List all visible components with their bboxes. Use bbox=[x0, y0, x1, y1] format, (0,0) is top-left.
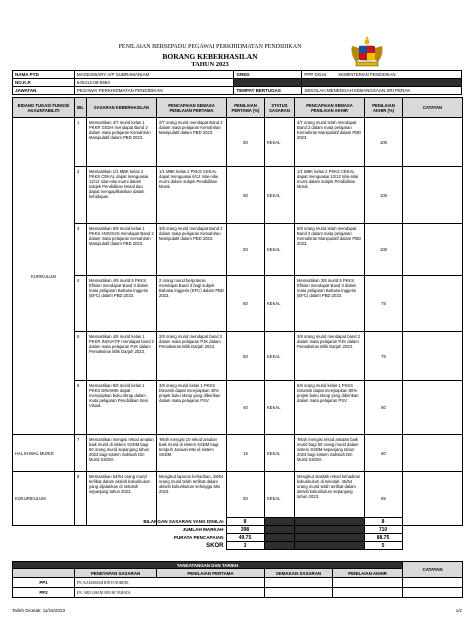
row-pencapaian-akhir: Mengikut statistik rekod kehadiran kokurikulum di sekolah, 46/54 orang murid telah terlibat dalam aktiviti kokurikulum sepanjang tahun 2023. bbox=[295, 472, 365, 526]
pp2-catatan bbox=[403, 588, 463, 598]
row-sasaran: Memastikan 54/54 orang murid terlibat dalam aktiviti kokurikulum yang dijalankan di sekolah sepanjang tahun 2023. bbox=[87, 472, 157, 526]
row-pencapaian-akhir: Memastikan 3/8 murid 5 PKKS Efisien mendapat Band 3 dalam mata pelajaran Bahasa Inggeris (EFC) dalam PBD 2023. bbox=[295, 276, 365, 332]
bilangan-akhir: 8 bbox=[364, 518, 402, 526]
pp1-catatan bbox=[403, 578, 463, 588]
row-penilaian-akhir: 80 bbox=[365, 435, 403, 472]
row-pencapaian-pertama: 2 orang murid berpotensi mendapat Band 3 bagi subjek Bahasa Inggeris (EFC) dalam PBD 2023. bbox=[157, 276, 227, 332]
table-row bbox=[13, 167, 463, 224]
col-pencapaian-akhir: PENCAPAIAN SEMASA PENILAIAN AKHIR bbox=[295, 98, 365, 118]
summary-table bbox=[12, 517, 462, 550]
nama-value: MAGESWARY A/P SUBRAMANIAM bbox=[74, 71, 234, 79]
signature-table bbox=[12, 561, 463, 598]
row-catatan bbox=[403, 332, 463, 381]
blank-cell bbox=[294, 534, 364, 542]
pp1-semakan bbox=[265, 578, 333, 588]
row-penilaian-akhir: 75 bbox=[365, 276, 403, 332]
bilangan-pertama: 8 bbox=[226, 518, 264, 526]
blank-cell bbox=[264, 534, 294, 542]
row-pencapaian-pertama: 2/8 orang murid mendapat band 2 dalam mata pelajaran PJK dalam Pentaksiran Bilik Darjah 2023. bbox=[157, 332, 227, 381]
blank-cell bbox=[402, 526, 462, 534]
pp1-name: PN. KAMARIAH BINTI NORDIN bbox=[75, 578, 265, 588]
row-catatan bbox=[403, 381, 463, 435]
row-penilaian-pertama: 40 bbox=[227, 381, 265, 435]
row-sasaran: Memastikan 4/8 murid kelas 1 PKKR INOVATIF mendapat band 2 dalam mata pelajaran PJK dalam Pentaksiran Bilik Darjah 2023. bbox=[87, 332, 157, 381]
page-number: 1/2 bbox=[455, 608, 462, 613]
row-sasaran: Memastikan 8/8 murid kelas 1 PKKS DINAMIK dapat menyiapkan buku skrap dalam mata pelajaran Pendidikan Seni Visual. bbox=[87, 381, 157, 435]
blank-cell bbox=[264, 526, 294, 534]
form-title: BORANG KEBERHASILAN bbox=[162, 52, 258, 61]
row-bil: 3 bbox=[75, 224, 87, 276]
tempat-label: TEMPAT BERTUGAS bbox=[234, 87, 302, 95]
skor-pertama: 3 bbox=[226, 542, 264, 550]
row-status: KEKAL bbox=[265, 167, 295, 224]
blank-cell bbox=[402, 542, 462, 550]
print-date: Tarikh Dicetak: 11/15/2023 bbox=[12, 608, 65, 613]
table-row bbox=[13, 435, 463, 472]
blank-cell bbox=[294, 542, 364, 550]
row-penilaian-pertama: 50 bbox=[227, 276, 265, 332]
col-penilaian-pertama: PENILAIAN PERTAMA bbox=[157, 569, 265, 578]
col-pencapaian-pertama: PENCAPAIAN SEMASA PENILAIAN PERTAMA bbox=[157, 98, 227, 118]
table-row bbox=[13, 332, 463, 381]
row-status: KEKAL bbox=[265, 332, 295, 381]
nama-label: NAMA PYD bbox=[13, 71, 75, 79]
row-catatan bbox=[403, 167, 463, 224]
row-penilaian-pertama: 15 bbox=[227, 435, 265, 472]
tempat-value: SEKOLAH MENENGAH KEBANGSAAN SRI PERAK bbox=[302, 87, 462, 95]
targets-table bbox=[12, 97, 463, 526]
row-pencapaian-pertama: 3/8 orang murid mendapat Band 2 dalam mata pelajaran Kemahiran Manipulatif dalam PBD 2023. bbox=[157, 224, 227, 276]
blank-cell bbox=[234, 79, 302, 87]
row-bil: 6 bbox=[75, 381, 87, 435]
row-penilaian-akhir: 100 bbox=[365, 167, 403, 224]
col-bidang: BIDANG TUGAS/ FUNGSI/ AKAUNTABILITI bbox=[13, 98, 75, 118]
blank-cell bbox=[264, 518, 294, 526]
row-sasaran: Memastikan 6/8 murid kelas 1 PKKS ANGGUN mendapat Band 2 dalam mata pelajaran Kemahiran Manipulatif dalam PBD 2023. bbox=[87, 224, 157, 276]
catatan-header: CATATAN bbox=[403, 562, 463, 578]
col-catatan: CATATAN bbox=[403, 98, 463, 118]
row-status: KEKAL bbox=[265, 472, 295, 526]
row-status: KEKAL bbox=[265, 224, 295, 276]
signature-title: TANDATANGAN DAN TARIKH bbox=[13, 562, 403, 569]
row-status: KEKAL bbox=[265, 118, 295, 167]
row-pencapaian-pertama: 1/1 MBK kelas 2 PKKS CEKAL dapat menguasai 6/12 nilai-nilai murni dalam subjek Pendidikan Moral. bbox=[157, 167, 227, 224]
row-pencapaian-akhir: Telah mengisi rekod amalan baik murid bagi 50 orang murid dalam sistem SSDM sepanjang tahun 2023 bagi sistem Sahsiah Diri Murid SSDM. bbox=[295, 435, 365, 472]
row-status: KEKAL bbox=[265, 435, 295, 472]
row-status: KEKAL bbox=[265, 381, 295, 435]
row-catatan bbox=[403, 118, 463, 167]
row-sasaran: Memastikan 4/7 murid kelas 1 PKKR GIGIH mendapat Band 2 dalam mata pelajaran Kemahiran Manipulatif dalam PBD 2023. bbox=[87, 118, 157, 167]
nokp-value: 840412-08-5584 bbox=[74, 79, 234, 87]
row-penilaian-akhir: 80 bbox=[365, 381, 403, 435]
row-catatan bbox=[403, 224, 463, 276]
jumlah-akhir: 710 bbox=[364, 526, 402, 534]
nokp-label: NO.K.P. bbox=[13, 79, 75, 87]
pp2-akhir bbox=[333, 588, 403, 598]
purata-akhir: 88.75 bbox=[364, 534, 402, 542]
row-pencapaian-akhir: 6/8 orang murid kelas 1 PKKS Dinamik dapat menyiapkan 80% projek buku skrap yang diberikan dalam mata pelajaran PSV. bbox=[295, 381, 365, 435]
col-penetapan-sasaran: PENETAPAN SASARAN bbox=[75, 569, 157, 578]
row-bil: 4 bbox=[75, 276, 87, 332]
row-pencapaian-pertama: 3/8 orang murid kelas 1 PKKS Dinamik dapat menyiapkan 40% projek buku skrap yang diberikan dalam mata pelajaran PSV. bbox=[157, 381, 227, 435]
blank-cell bbox=[402, 518, 462, 526]
row-bil: 1 bbox=[75, 118, 87, 167]
bilangan-label: BILANGAN SASARAN YANG DINILAI bbox=[143, 519, 224, 524]
row-catatan bbox=[403, 435, 463, 472]
group-kurikulum: KURIKULUM bbox=[13, 118, 75, 435]
pp2-semakan bbox=[265, 588, 333, 598]
col-sasaran: SASARAN KEBERHASILAN bbox=[87, 98, 157, 118]
employee-info-table bbox=[12, 70, 462, 95]
skor-akhir: 5 bbox=[364, 542, 402, 550]
row-status: KEKAL bbox=[265, 276, 295, 332]
pp1-akhir bbox=[333, 578, 403, 588]
group-kokurikulum: KOKURIKULUM bbox=[13, 472, 75, 526]
row-bil: 8 bbox=[75, 472, 87, 526]
pp2-name: EN. ABD GHANI BIN HJ TAHAYA bbox=[75, 588, 265, 598]
row-pencapaian-akhir: 3/8 orang murid mendapat band 2 dalam mata pelajaran PJK dalam Pentaksiran Bilik Darjah 2023. bbox=[295, 332, 365, 381]
pp1-label: PP1 bbox=[13, 578, 75, 588]
gred-label: GRED bbox=[234, 71, 302, 79]
blank-cell bbox=[402, 534, 462, 542]
row-pencapaian-pertama: 2/7 orang murid mendapat Band 2 dalam mata pelajaran Kemahiran Manipulatif dalam PBD 2023. bbox=[157, 118, 227, 167]
row-catatan bbox=[403, 276, 463, 332]
row-penilaian-pertama: 50 bbox=[227, 332, 265, 381]
row-penilaian-pertama: 50 bbox=[227, 472, 265, 526]
ministry-name: KEMENTERIAN PENDIDIKAN bbox=[338, 72, 396, 77]
malaysia-coat-of-arms-icon bbox=[348, 34, 386, 70]
row-bil: 2 bbox=[75, 167, 87, 224]
table-row bbox=[13, 118, 463, 167]
form-line-1: PENILAIAN BERSEPADU PEGAWAI PERKHIDMATAN PENDIDIKAN bbox=[118, 44, 302, 50]
row-pencapaian-pertama: Mengikut laporan kehadiran, 28/54 orang murid telah terlibat dalam aktiviti kokurikulum sehingga Mei 2023. bbox=[157, 472, 227, 526]
table-row bbox=[13, 381, 463, 435]
row-penilaian-akhir: 100 bbox=[365, 118, 403, 167]
skor-label: SKOR bbox=[206, 542, 224, 549]
table-row bbox=[13, 224, 463, 276]
blank-cell bbox=[294, 526, 364, 534]
row-penilaian-pertama: 50 bbox=[227, 167, 265, 224]
row-penilaian-pertama: 50 bbox=[227, 118, 265, 167]
jumlah-pertama: 398 bbox=[226, 526, 264, 534]
col-status: STATUS SASARAN bbox=[265, 98, 295, 118]
row-pencapaian-pertama: Telah mengisi 10 rekod amalan baik murid di sistem SSDM bagi tempoh Januari-Mei di sistem SSDM. bbox=[157, 435, 227, 472]
row-bil: 5 bbox=[75, 332, 87, 381]
purata-pertama: 49.75 bbox=[226, 534, 264, 542]
blank-cell bbox=[302, 79, 462, 87]
col-penilaian-akhir: PENILAIAN AKHIR (%) bbox=[365, 98, 403, 118]
blank-cell bbox=[13, 569, 75, 578]
row-sasaran: Memastikan 4/8 murid 5 PKKS Efisien mendapat Band 3 dalam mata pelajaran Bahasa Inggeris (EFC) dalam PBD 2023. bbox=[87, 276, 157, 332]
row-penilaian-akhir: 85 bbox=[365, 472, 403, 526]
row-pencapaian-akhir: 1/1 MBK kelas 2 PKKS CEKAL dapat menguasai 12/12 nilai-nilai murni dalam subjek Pendidikan Moral. bbox=[295, 167, 365, 224]
blank-cell bbox=[294, 518, 364, 526]
row-bil: 7 bbox=[75, 435, 87, 472]
table-row bbox=[13, 276, 463, 332]
group-hal-ehwal-murid: HAL EHWAL MURID bbox=[13, 435, 75, 472]
row-penilaian-pertama: 50 bbox=[227, 224, 265, 276]
col-bil: BIL bbox=[75, 98, 87, 118]
row-pencapaian-akhir: 6/8 orang murid telah mendapat Band 2 dalam mata pelajaran Kemahiran Manipulatif dalam PBD 2023. bbox=[295, 224, 365, 276]
row-pencapaian-akhir: 4/7 orang murid telah mendapat Band 2 dalam mata pelajaran Kemahiran Manipulatif dalam PBD 2023. bbox=[295, 118, 365, 167]
jumlah-label: JUMLAH MARKAH bbox=[182, 527, 224, 532]
row-sasaran: Memastikan 1/1 MBK kelas 2 PKKS CEKAL dapat menguasai 12/12 nilai-nilai murni dalam subjek Pendidikan Moral dan dapat mengaplikasikan dalam kehidupan. bbox=[87, 167, 157, 224]
gred-value: PPP DG44 bbox=[302, 71, 462, 79]
purata-label: PURATA PENCAPAIAN bbox=[173, 535, 224, 540]
col-penilaian-akhir: PENILAIAN AKHIR bbox=[333, 569, 403, 578]
row-penilaian-akhir: 75 bbox=[365, 332, 403, 381]
col-semakan-sasaran: SEMAKAN SASARAN bbox=[265, 569, 333, 578]
row-sasaran: Memastikan mengisi rekod amalan baik murid di sistem SSDM bagi 60 orang murid sepanjang tahun 2023 bagi sistem Sahsiah Diri Murid SSDM. bbox=[87, 435, 157, 472]
jawatan-value: PEGAWAI PERKHIDMATAN PENDIDIKAN bbox=[74, 87, 234, 95]
jawatan-label: JAWATAN bbox=[13, 87, 75, 95]
pp2-label: PP2 bbox=[13, 588, 75, 598]
form-year: TAHUN 2023 bbox=[191, 61, 229, 68]
blank-cell bbox=[264, 542, 294, 550]
row-penilaian-akhir: 100 bbox=[365, 224, 403, 276]
col-penilaian-pertama: PENILAIAN PERTAMA (%) bbox=[227, 98, 265, 118]
